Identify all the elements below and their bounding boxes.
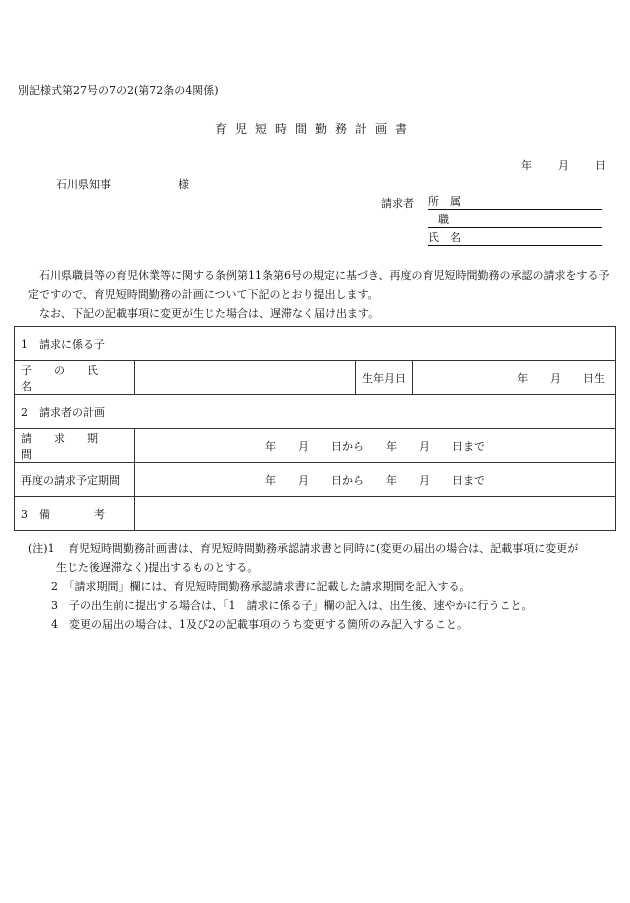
child-name-field[interactable] [135,361,356,395]
form-number: 別記様式第27号の7の2(第72条の4関係) [18,84,219,97]
note-1-line-1: 育児短時間勤務計画書は、育児短時間勤務承認請求書と同時に(変更の届出の場合は、記載事項に変更が [68,542,579,555]
date-month-label: 月 [558,159,569,172]
re-request-period-field[interactable] [135,463,616,497]
date-day-label: 日 [595,159,606,172]
re-request-period-label: 再度の請求予定期間 [15,463,135,497]
requester-position-field[interactable] [428,211,602,228]
birthdate-field[interactable] [413,361,616,395]
plan-table [14,326,616,531]
addressee-name: 石川県知事 [56,178,111,191]
requester-name-label: 氏 名 [428,231,461,244]
birthdate-label: 生年月日 [356,361,413,395]
note-1-line-2: 生じた後遅滞なく)提出するものとする。 [56,561,259,574]
request-period-field[interactable] [135,429,616,463]
requester-affiliation-field[interactable] [428,193,602,210]
date-year-label: 年 [521,159,532,172]
remarks-label: 3 備 考 [15,497,135,531]
remarks-field[interactable] [135,497,616,531]
note-4: 4 変更の届出の場合は、1及び2の記載事項のうち変更する箇所のみ記入すること。 [51,618,468,631]
addressee-honorific: 様 [178,178,189,191]
note-1-prefix: (注)1 [28,542,55,555]
body-paragraph-2: なお、下記の記載事項に変更が生じた場合は、遅滞なく届け出ます。 [39,307,380,320]
child-name-label: 子 の 氏 名 [15,361,135,395]
note-3: 3 子の出生前に提出する場合は、「1 請求に係る子」欄の記入は、出生後、速やかに行うこと。 [51,599,533,612]
page-title: 育児短時間勤務計画書 [214,122,415,136]
note-2: 2 「請求期間」欄には、育児短時間勤務承認請求書に記載した請求期間を記入する。 [51,580,471,593]
section-1-heading: 1 請求に係る子 [15,327,616,361]
requester-position-label: 職 [438,213,449,226]
requester-affiliation-label: 所 属 [428,195,461,208]
requester-name-field[interactable] [428,229,602,246]
request-period-value: 年 月 日から 年 月 日まで [265,439,485,453]
section-2-heading: 2 請求者の計画 [15,395,616,429]
body-paragraph-1: 石川県職員等の育児休業等に関する条例第11条第6号の規定に基づき、再度の育児短時間勤務の承認の請求をする予定ですので、育児短時間勤務の計画について下記のとおり提出します。 [28,269,610,301]
requester-label: 請求者 [381,197,414,210]
request-period-label: 請 求 期 間 [15,429,135,463]
re-request-period-value: 年 月 日から 年 月 日まで [265,473,485,487]
birthdate-value: 年 月 日生 [517,371,605,385]
